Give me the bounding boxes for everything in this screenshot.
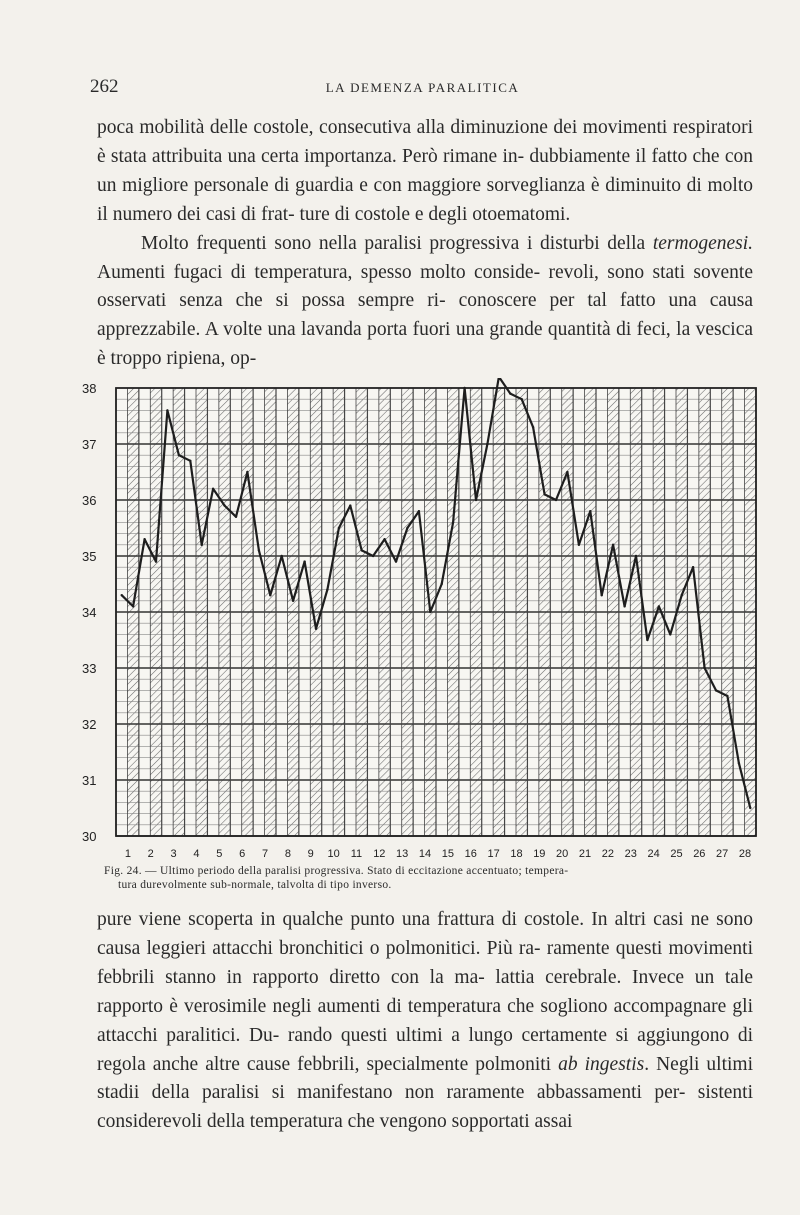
italic-term: termogenesi. — [652, 232, 754, 254]
x-tick-label: 2 — [147, 848, 154, 860]
temperature-point — [749, 807, 751, 809]
paragraph-top — [97, 114, 753, 230]
text-line: stadii della paralisi si manifestano non raramente abbassamenti per- — [97, 1082, 686, 1104]
x-tick-label: 22 — [601, 848, 615, 860]
temperature-point — [726, 695, 728, 697]
temperature-point — [441, 583, 443, 585]
temperature-point — [303, 560, 305, 562]
y-tick-label: 38 — [82, 381, 97, 396]
text-line: porta fuori una grande quantità di feci, la vescica è troppo ripiena, op- — [97, 319, 754, 370]
temperature-point — [166, 409, 168, 411]
temperature-point — [681, 594, 683, 596]
temperature-point — [269, 594, 271, 596]
temperature-point — [612, 544, 614, 546]
x-tick-label: 5 — [216, 848, 223, 860]
temperature-point — [178, 454, 180, 456]
x-tick-label: 23 — [624, 848, 637, 860]
temperature-point — [635, 555, 637, 557]
text-line: altre cause febbrili, specialmente polmoniti — [205, 1053, 559, 1075]
temperature-point — [589, 510, 591, 512]
temperature-point — [429, 611, 431, 613]
x-tick-label: 9 — [307, 848, 314, 860]
text-line: conoscere per tal fatto una causa apprezzabile. A volte una lavanda — [97, 290, 753, 341]
temperature-point — [566, 471, 568, 473]
x-tick-label: 26 — [693, 848, 706, 860]
temperature-point — [601, 594, 603, 596]
x-tick-label: 4 — [193, 848, 200, 860]
temperature-point — [646, 639, 648, 641]
y-tick-label: 32 — [82, 717, 97, 732]
temperature-point — [281, 555, 283, 557]
x-tick-label: 12 — [373, 848, 386, 860]
x-tick-label: 14 — [418, 848, 432, 860]
y-tick-label: 36 — [82, 493, 97, 508]
text-line: ture di costole e degli otoematomi. — [299, 203, 571, 225]
text-line: casi ne sono causa leggieri attacchi bronchitici o polmonitici. Più ra- — [97, 909, 754, 959]
page-number: 262 — [90, 76, 119, 97]
x-tick-label: 25 — [670, 848, 683, 860]
temperature-point — [418, 510, 420, 512]
x-tick-label: 15 — [441, 848, 455, 860]
text-line: revoli, sono stati sovente osservati senza che si possa sempre ri- — [97, 261, 753, 312]
temperature-point — [738, 762, 740, 764]
x-tick-label: 28 — [738, 848, 752, 860]
temperature-point — [703, 667, 705, 669]
text-line: maggiore sorveglianza è diminuito di molto il numero dei casi di frat- — [97, 174, 754, 225]
x-tick-label: 27 — [716, 848, 729, 860]
text-line: dubbiamente il fatto che con un migliore personale di guardia e con — [97, 145, 753, 196]
temperature-point — [715, 689, 717, 691]
x-tick-label: 8 — [284, 848, 291, 860]
page-header — [90, 76, 755, 100]
temperature-point — [383, 538, 385, 540]
x-tick-label: 6 — [239, 848, 246, 860]
x-tick-label: 17 — [487, 848, 500, 860]
figure-caption — [104, 864, 758, 892]
temperature-point — [326, 588, 328, 590]
temperature-point — [315, 628, 317, 630]
x-tick-label: 11 — [350, 848, 363, 860]
temperature-point — [395, 560, 397, 562]
temperature-point — [658, 605, 660, 607]
text-line: di temperatura che sogliono accompagnare gli attacchi paralitici. Du- — [97, 995, 753, 1046]
paragraph-bottom — [97, 906, 753, 1137]
temperature-point — [543, 493, 545, 495]
text-line: Molto frequenti sono nella paralisi progressiva i disturbi della — [141, 232, 646, 254]
temperature-point — [532, 426, 534, 428]
temperature-point — [246, 471, 248, 473]
temperature-point — [338, 527, 340, 529]
text-line: respiratori è stata attribuita una certa importanza. Però rimane in- — [97, 117, 753, 167]
temperature-point — [452, 521, 454, 523]
x-tick-label: 7 — [261, 848, 269, 860]
x-tick-label: 24 — [647, 848, 660, 860]
temperature-point — [486, 443, 488, 445]
y-tick-label: 33 — [82, 661, 97, 676]
temperature-point — [155, 560, 157, 562]
text-line: rando questi ultimi a lungo certamente si aggiungono di regola anche — [97, 1024, 753, 1075]
temperature-point — [578, 544, 580, 546]
temperature-point — [623, 605, 625, 607]
x-tick-label: 18 — [510, 848, 523, 860]
x-tick-label: 3 — [170, 848, 177, 860]
temperature-point — [372, 555, 374, 557]
temperature-point — [509, 392, 511, 394]
x-tick-label: 20 — [556, 848, 569, 860]
text-line: . Negli ultimi — [644, 1053, 754, 1075]
y-tick-label: 35 — [82, 549, 97, 564]
paragraph-termogenesi — [97, 230, 753, 375]
temperature-point — [235, 516, 237, 518]
y-tick-label: 31 — [82, 773, 97, 788]
y-tick-label: 37 — [82, 437, 97, 452]
temperature-point — [692, 566, 694, 568]
running-head: LA DEMENZA PARALITICA — [325, 80, 520, 95]
text-line: sistenti considerevoli della temperatura che vengono sopportati assai — [97, 1082, 753, 1133]
text-line: lattia cerebrale. Invece un tale rapporto è verosimile negli aumenti — [97, 966, 754, 1017]
caption-line: Fig. 24. — Ultimo periodo della paralisi progressiva. Stato di eccitazione accentuato; tempera- — [104, 865, 569, 877]
italic-term: ab ingestis — [558, 1053, 645, 1075]
y-tick-label: 34 — [82, 605, 97, 620]
temperature-point — [463, 387, 465, 389]
text-line: ramente questi movimenti febbrili stanno in rapporto diretto con la ma- — [97, 937, 753, 988]
temperature-point — [201, 544, 203, 546]
temperature-point — [121, 594, 123, 596]
x-tick-label: 13 — [396, 848, 409, 860]
temperature-point — [555, 499, 557, 501]
temperature-point — [361, 549, 363, 551]
x-tick-label: 16 — [464, 848, 477, 860]
temperature-point — [132, 605, 134, 607]
temperature-point — [223, 504, 225, 506]
body-text-bottom — [97, 906, 753, 1137]
text-line: pure viene scoperta in qualche punto una frattura di costole. In altri — [97, 909, 647, 930]
temperature-chart-figure — [80, 378, 760, 864]
temperature-point — [406, 527, 408, 529]
temperature-chart — [80, 378, 760, 864]
temperature-point — [349, 504, 351, 506]
body-text-top — [97, 114, 753, 374]
temperature-point — [292, 600, 294, 602]
x-tick-label: 19 — [533, 848, 546, 860]
caption-line: tura durevolmente sub-normale, talvolta di tipo inverso. — [118, 879, 392, 891]
temperature-point — [475, 499, 477, 501]
temperature-point — [521, 398, 523, 400]
temperature-point — [189, 460, 191, 462]
x-tick-label: 21 — [578, 848, 592, 860]
temperature-point — [143, 538, 145, 540]
y-tick-label: 30 — [82, 829, 97, 844]
x-tick-label: 10 — [327, 848, 340, 860]
x-tick-label: 1 — [124, 848, 131, 860]
text-line: Aumenti fugaci di temperatura, spesso molto conside- — [97, 261, 541, 283]
temperature-point — [669, 633, 671, 635]
temperature-point — [258, 549, 260, 551]
text-line: poca mobilità delle costole, consecutiva alla diminuzione dei movimenti — [97, 117, 668, 138]
temperature-point — [212, 488, 214, 490]
